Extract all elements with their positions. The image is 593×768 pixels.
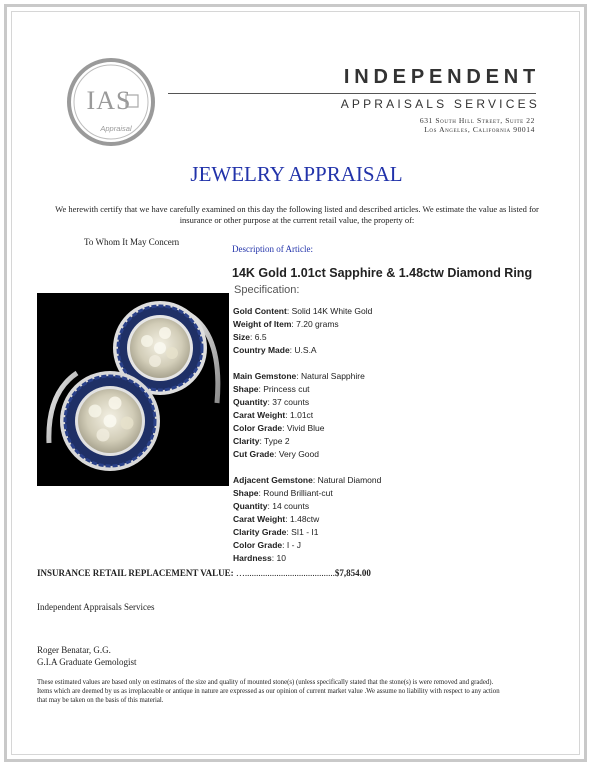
- spec-adjacent-shape: Shape: Round Brilliant-cut: [233, 488, 333, 498]
- insurance-value-line: [37, 568, 437, 578]
- spec-adjacent-quantity: Quantity: 14 counts: [233, 501, 310, 511]
- spec-main-cut: Cut Grade: Very Good: [233, 449, 319, 459]
- spec-size: Size: 6.5: [233, 332, 267, 342]
- spec-adjacent-gemstone: Adjacent Gemstone: Natural Diamond: [233, 475, 382, 485]
- item-title: 14K Gold 1.01ct Sapphire & 1.48ctw Diamond Ring: [232, 266, 533, 280]
- footer-company: Independent Appraisals Services: [37, 602, 155, 612]
- insurance-dots: …........................................: [233, 568, 335, 578]
- spec-main-gemstone: Main Gemstone: Natural Sapphire: [233, 371, 365, 381]
- spec-weight: Weight of Item: 7.20 grams: [233, 319, 339, 329]
- spec-main-quantity: Quantity: 37 counts: [233, 397, 310, 407]
- spec-country: Country Made: U.S.A: [233, 345, 317, 355]
- recipient: To Whom It May Concern: [84, 237, 180, 247]
- spec-gold-content: Gold Content: Solid 14K White Gold: [233, 306, 373, 316]
- company-subtitle: APPRAISALS SERVICES: [340, 97, 540, 111]
- signature-name: Roger Benatar, G.G.: [37, 645, 111, 655]
- spec-main-carat: Carat Weight: 1.01ct: [233, 410, 314, 420]
- disclaimer: These estimated values are based only on estimates of the size and quality of mounted stone(s) (unless specifically stated that the stone(s) is were removed and graded). Items which are deemed by us as irreplaceable or antique in nature are expressed as our opinion of current market value .We assume no liability with respect to any action that may be taken on the basis of this material.: [37, 679, 500, 704]
- spec-main-color: Color Grade: Vivid Blue: [233, 423, 325, 433]
- spec-adjacent-color: Color Grade: I - J: [233, 540, 302, 550]
- spec-adjacent-clarity: Clarity Grade: SI1 - I1: [233, 527, 319, 537]
- spec-hardness: Hardness: 10: [233, 553, 286, 563]
- address-line-2: Los Angeles, California 90014: [424, 125, 535, 134]
- logo-text: IAS: [86, 86, 132, 115]
- description-label: Description of Article:: [232, 244, 313, 254]
- header-divider: [168, 93, 536, 94]
- specification-label: Specification:: [234, 284, 300, 296]
- spec-adjacent-carat: Carat Weight: 1.48ctw: [233, 514, 320, 524]
- address-line-1: 631 South Hill Street, Suite 22: [419, 116, 535, 125]
- insurance-value: $7,854.00: [334, 568, 371, 578]
- ring-photo: [37, 293, 229, 486]
- logo-subtext: Appraisal: [100, 124, 132, 133]
- ias-logo: [66, 57, 156, 147]
- signature-title: G.I.A Graduate Gemologist: [37, 657, 137, 667]
- certification-text: We herewith certify that we have carefully examined on this day the following listed and described articles. We estimate the value as listed for insurance or other purpose at the current retail value, the property of:: [55, 204, 539, 225]
- spec-main-shape: Shape: Princess cut: [233, 384, 310, 394]
- company-name: INDEPENDENT: [343, 66, 540, 88]
- document-title: JEWELRY APPRAISAL: [190, 162, 403, 186]
- insurance-label: INSURANCE RETAIL REPLACEMENT VALUE:: [37, 568, 234, 578]
- spec-main-clarity: Clarity: Type 2: [233, 436, 290, 446]
